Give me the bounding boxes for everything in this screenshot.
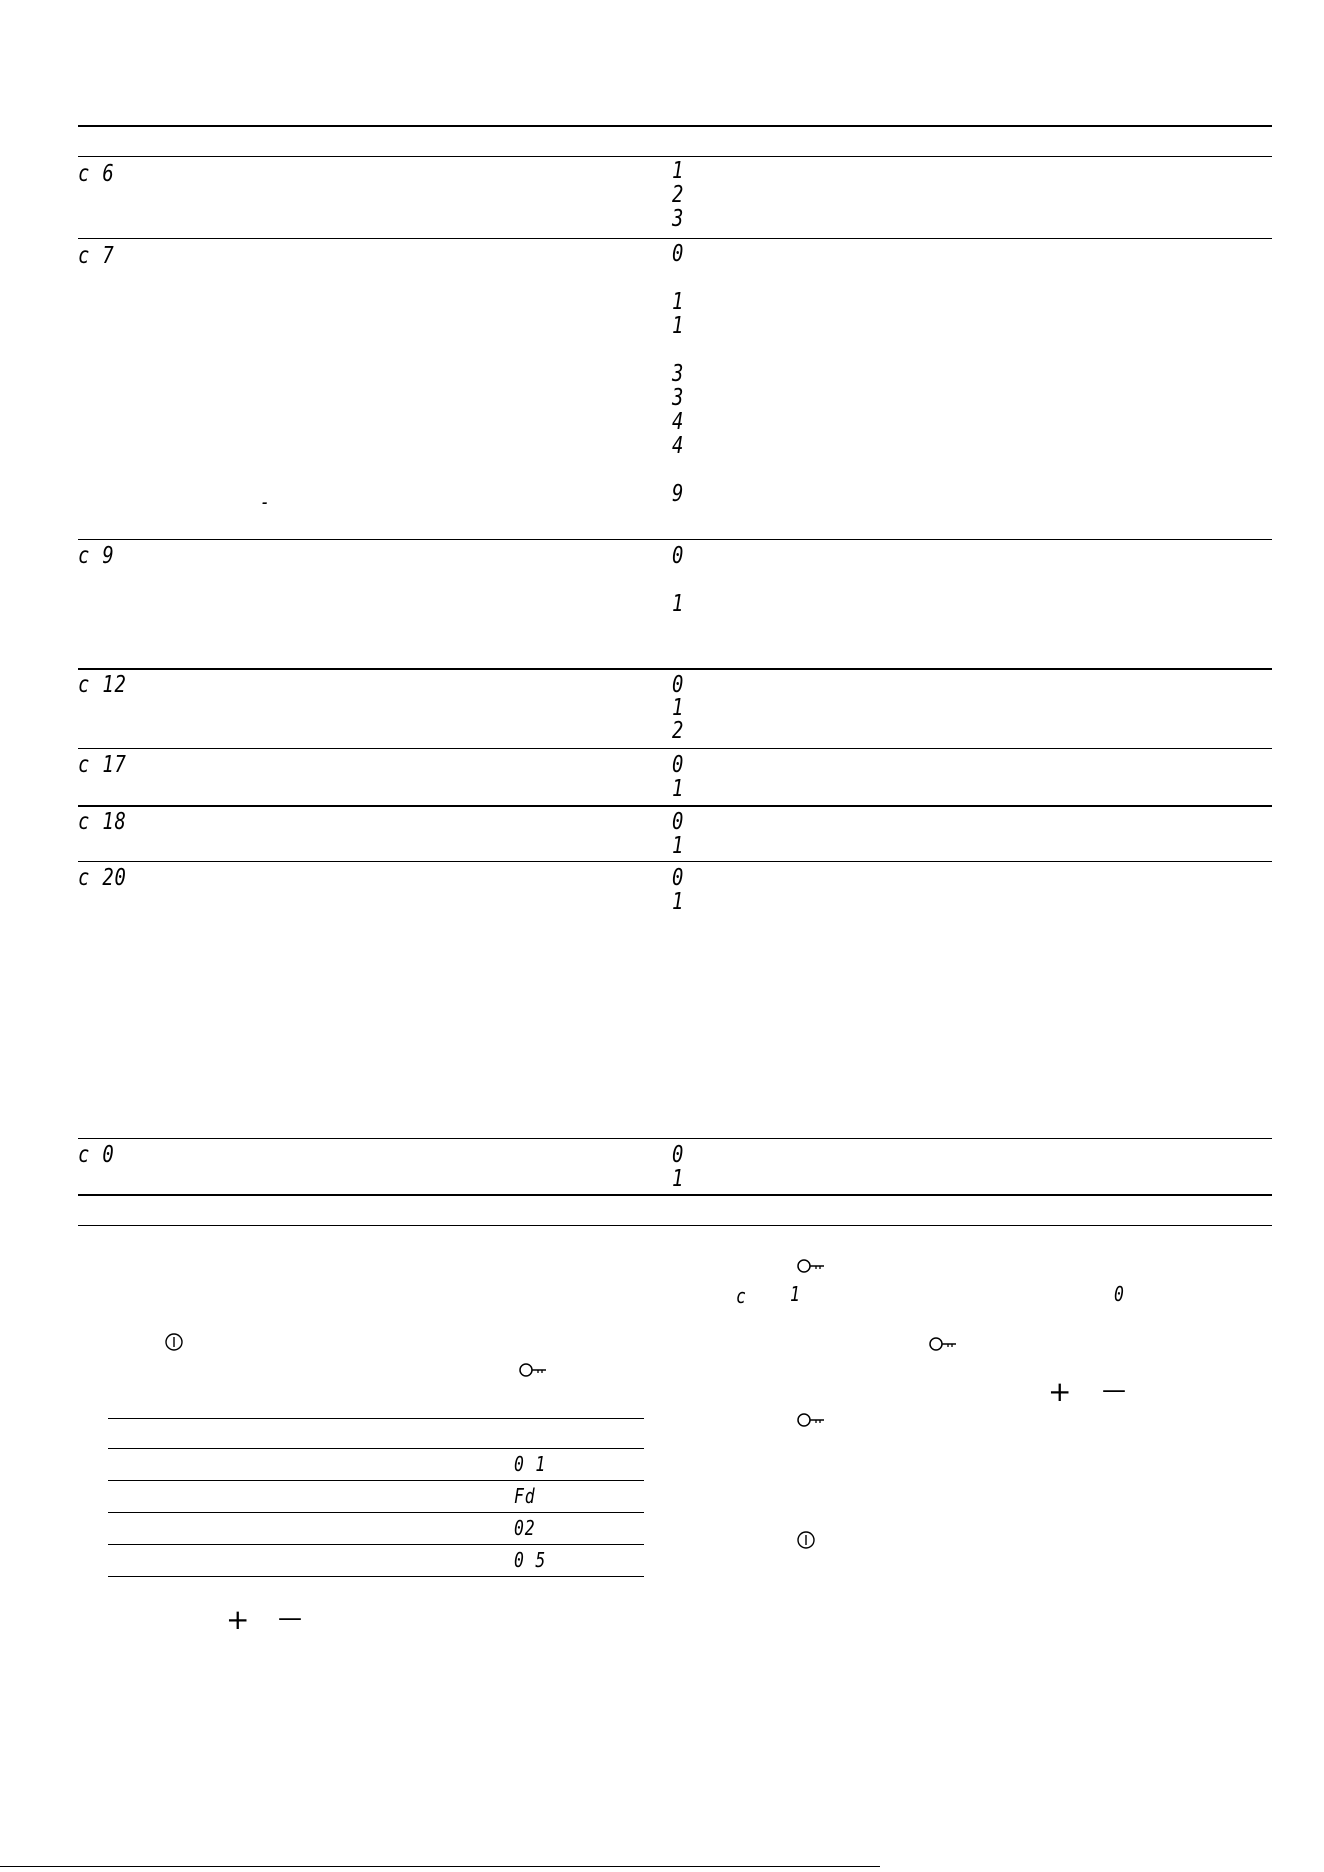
setting-value: 0: [672, 865, 685, 891]
info-row-divider: [108, 1512, 644, 1513]
section-rule: [78, 1225, 1272, 1226]
table-header-rule: [78, 156, 1272, 157]
setting-value: 0: [672, 672, 685, 698]
plus-symbol: +: [1048, 1375, 1072, 1408]
info-row-divider: [108, 1480, 644, 1481]
setting-code-c17: c 17: [78, 752, 127, 778]
row-divider: [78, 748, 1272, 749]
setting-value: 1: [672, 695, 685, 721]
info-value: 0 1: [514, 1452, 547, 1476]
key-icon: [928, 1334, 958, 1354]
power-icon: [796, 1530, 816, 1550]
info-table-header-rule: [108, 1448, 644, 1449]
table-bottom-rule: [78, 1194, 1272, 1196]
setting-value: 4: [672, 409, 685, 435]
setting-value: 1: [672, 289, 685, 315]
power-icon: [164, 1332, 184, 1352]
setting-code-c0: c 0: [78, 1142, 115, 1168]
setting-value: 3: [672, 361, 685, 387]
key-icon: [796, 1256, 826, 1276]
setting-value: 2: [672, 182, 685, 208]
setting-value: 1: [672, 1166, 685, 1192]
row-divider: [78, 1138, 1272, 1139]
dash-mark: -: [260, 490, 271, 514]
row-divider: [78, 539, 1272, 540]
plus-symbol: +: [226, 1603, 250, 1636]
info-value: Fd: [514, 1484, 536, 1508]
key-icon: [518, 1360, 548, 1380]
page-bottom-rule: [0, 1866, 880, 1867]
setting-value: 4: [672, 433, 685, 459]
setting-code-number: 1: [790, 1282, 801, 1306]
setting-value-digit: 0: [1114, 1282, 1125, 1306]
setting-value: 3: [672, 385, 685, 411]
setting-value: 0: [672, 809, 685, 835]
row-divider: [78, 238, 1272, 239]
table-top-rule: [78, 125, 1272, 127]
minus-symbol: —: [278, 1604, 302, 1632]
setting-code-c7: c 7: [78, 243, 115, 269]
setting-code-c18: c 18: [78, 809, 127, 835]
setting-value: 0: [672, 1142, 685, 1168]
info-table-bottom-rule: [108, 1576, 644, 1577]
info-table-top-rule: [108, 1418, 644, 1419]
info-row-divider: [108, 1544, 644, 1545]
setting-value: 1: [672, 776, 685, 802]
setting-code-c20: c 20: [78, 865, 127, 891]
setting-value: 1: [672, 591, 685, 617]
setting-code-c12: c 12: [78, 672, 127, 698]
info-value: 02: [514, 1516, 536, 1540]
setting-value: 0: [672, 543, 685, 569]
setting-value: 9: [672, 481, 685, 507]
info-value: 0 5: [514, 1548, 547, 1572]
setting-value: 1: [672, 833, 685, 859]
setting-value: 1: [672, 313, 685, 339]
setting-value: 3: [672, 206, 685, 232]
setting-value: 0: [672, 241, 685, 267]
setting-value: 2: [672, 718, 685, 744]
setting-value: 1: [672, 158, 685, 184]
setting-value: 0: [672, 752, 685, 778]
row-divider: [78, 861, 1272, 862]
minus-symbol: —: [1102, 1376, 1126, 1404]
row-divider: [78, 805, 1272, 807]
key-icon: [796, 1410, 826, 1430]
setting-code-c6: c 6: [78, 161, 115, 187]
setting-code-c9: c 9: [78, 543, 115, 569]
setting-value: 1: [672, 889, 685, 915]
row-divider: [78, 668, 1272, 670]
setting-code-prefix: c: [736, 1284, 747, 1308]
